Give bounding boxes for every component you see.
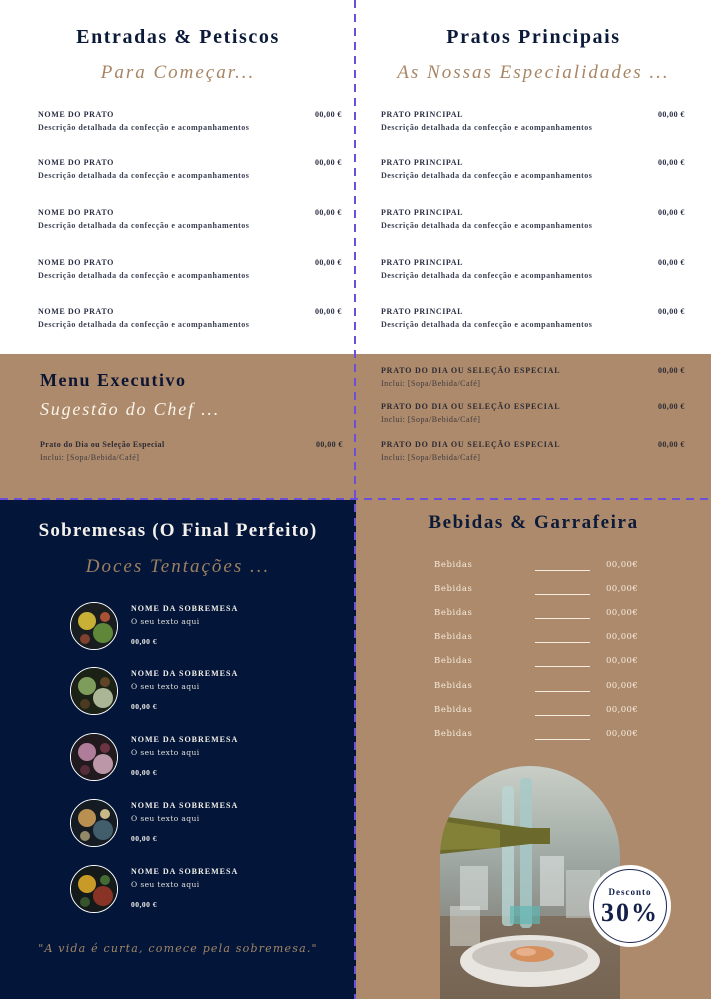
- drink-name: Bebidas: [434, 608, 473, 619]
- principais-item: [356, 258, 711, 282]
- principais-item-description: Descrição detalhada da confecção e acompanhamentos: [381, 271, 593, 280]
- principais-item-price: 00,00 €: [658, 208, 685, 217]
- dessert-item: [70, 865, 330, 915]
- entradas-item-price: 00,00 €: [315, 208, 342, 217]
- executivo-special-name: PRATO DO DIA OU SELEÇÃO ESPECIAL: [381, 402, 561, 411]
- drink-price: 00,00€: [606, 608, 639, 619]
- executivo-special-name: PRATO DO DIA OU SELEÇÃO ESPECIAL: [381, 366, 561, 375]
- drink-item: [434, 560, 664, 576]
- executivo-special-price: 00,00 €: [658, 402, 685, 411]
- drink-name: Bebidas: [434, 656, 473, 667]
- dessert-name: NOME DA SOBREMESA: [131, 735, 239, 744]
- drink-item: [434, 632, 664, 648]
- entradas-item: [0, 110, 356, 134]
- drink-price: 00,00€: [606, 656, 639, 667]
- discount-badge-value: 30%: [601, 898, 659, 927]
- dessert-item: [70, 733, 330, 783]
- dessert-item: [70, 667, 330, 717]
- tartlets-photo-art: [71, 800, 118, 847]
- drink-leader-line: [535, 594, 590, 595]
- principais-item-name: PRATO PRINCIPAL: [381, 258, 464, 267]
- drink-leader-line: [535, 715, 590, 716]
- salad-bowls-photo: [70, 602, 118, 650]
- drink-item: [434, 729, 664, 745]
- dessert-name: NOME DA SOBREMESA: [131, 867, 239, 876]
- drink-item: [434, 705, 664, 721]
- dessert-text: O seu texto aqui: [131, 814, 200, 823]
- entradas-item-name: NOME DO PRATO: [38, 258, 114, 267]
- executivo-special-price: 00,00 €: [658, 366, 685, 375]
- dessert-price: 00,00 €: [131, 768, 157, 777]
- dessert-price: 00,00 €: [131, 834, 157, 843]
- entradas-item-description: Descrição detalhada da confecção e acompanhamentos: [38, 171, 250, 180]
- entradas-section: [0, 0, 356, 354]
- drink-name: Bebidas: [434, 560, 473, 570]
- berry-mousse-photo: [70, 733, 118, 781]
- dessert-text: O seu texto aqui: [131, 748, 200, 757]
- drink-leader-line: [535, 691, 590, 692]
- dessert-text: O seu texto aqui: [131, 617, 200, 626]
- drink-price: 00,00€: [606, 680, 639, 691]
- drink-price: 00,00€: [606, 704, 639, 715]
- citrus-drink-photo-art: [71, 866, 118, 913]
- discount-badge: [589, 865, 671, 947]
- entradas-item-name: NOME DO PRATO: [38, 110, 114, 119]
- principais-section: [356, 0, 711, 354]
- executivo-special-includes: Inclui: [Sopa/Bebida/Café]: [381, 453, 481, 462]
- drink-price: 00,00€: [606, 728, 639, 739]
- dessert-text: O seu texto aqui: [131, 682, 200, 691]
- green-dessert-jars-photo-art: [71, 668, 118, 715]
- entradas-item-description: Descrição detalhada da confecção e acompanhamentos: [38, 123, 250, 132]
- entradas-item: [0, 307, 356, 331]
- horizontal-divider: [0, 498, 711, 500]
- dessert-item: [70, 602, 330, 652]
- bebidas-section: [356, 500, 711, 999]
- entradas-item: [0, 158, 356, 182]
- dessert-name: NOME DA SOBREMESA: [131, 801, 239, 810]
- drink-price: 00,00€: [606, 632, 639, 643]
- entradas-item: [0, 258, 356, 282]
- citrus-drink-photo: [70, 865, 118, 913]
- drink-name: Bebidas: [434, 632, 473, 643]
- dessert-name: NOME DA SOBREMESA: [131, 669, 239, 678]
- entradas-item-name: NOME DO PRATO: [38, 307, 114, 316]
- principais-item-price: 00,00 €: [658, 158, 685, 167]
- principais-item: [356, 158, 711, 182]
- dessert-price: 00,00 €: [131, 702, 157, 711]
- executivo-special-includes: Inclui: [Sopa/Bebida/Café]: [381, 379, 481, 388]
- berry-mousse-photo-art: [71, 734, 118, 781]
- executivo-special-item: [356, 440, 711, 470]
- executivo-special-item: [356, 366, 711, 396]
- executivo-item-includes: Inclui: [Sopa/Bebida/Café]: [40, 453, 140, 462]
- entradas-item-price: 00,00 €: [315, 307, 342, 316]
- principais-item-description: Descrição detalhada da confecção e acompanhamentos: [381, 123, 593, 132]
- sobremesas-subtitle: Doces Tentações ...: [85, 556, 271, 577]
- entradas-item-price: 00,00 €: [315, 158, 342, 167]
- drink-leader-line: [535, 642, 590, 643]
- green-dessert-jars-photo: [70, 667, 118, 715]
- wine-table-photo-art: [440, 766, 620, 999]
- bebidas-title: Bebidas & Garrafeira: [428, 512, 639, 533]
- executivo-special-name: PRATO DO DIA OU SELEÇÃO ESPECIAL: [381, 440, 561, 449]
- drink-leader-line: [535, 666, 590, 667]
- drink-leader-line: [535, 618, 590, 619]
- drink-name: Bebidas: [434, 584, 473, 595]
- dessert-name: NOME DA SOBREMESA: [131, 604, 239, 613]
- entradas-item-price: 00,00 €: [315, 258, 342, 267]
- executivo-item-name: Prato do Dia ou Seleção Especial: [40, 440, 165, 449]
- drink-name: Bebidas: [434, 704, 473, 715]
- principais-item-price: 00,00 €: [658, 110, 685, 119]
- principais-item-price: 00,00 €: [658, 307, 685, 316]
- executivo-specials-section: [356, 354, 711, 500]
- drink-leader-line: [535, 739, 590, 740]
- dessert-price: 00,00 €: [131, 900, 157, 909]
- principais-item-description: Descrição detalhada da confecção e acompanhamentos: [381, 320, 593, 329]
- entradas-title: Entradas & Petiscos: [76, 26, 280, 48]
- entradas-item-price: 00,00 €: [315, 110, 342, 119]
- principais-item-description: Descrição detalhada da confecção e acompanhamentos: [381, 171, 593, 180]
- sobremesas-section: [0, 500, 356, 999]
- dessert-price: 00,00 €: [131, 637, 157, 646]
- principais-title: Pratos Principais: [446, 26, 621, 48]
- executivo-special-price: 00,00 €: [658, 440, 685, 449]
- principais-item: [356, 307, 711, 331]
- executivo-section: [0, 354, 356, 500]
- entradas-item-name: NOME DO PRATO: [38, 158, 114, 167]
- entradas-item-name: NOME DO PRATO: [38, 208, 114, 217]
- drink-name: Bebidas: [434, 680, 473, 691]
- entradas-item-description: Descrição detalhada da confecção e acompanhamentos: [38, 221, 250, 230]
- principais-item-name: PRATO PRINCIPAL: [381, 158, 464, 167]
- executivo-special-includes: Inclui: [Sopa/Bebida/Café]: [381, 415, 481, 424]
- dessert-text: O seu texto aqui: [131, 880, 200, 889]
- entradas-item-description: Descrição detalhada da confecção e acompanhamentos: [38, 320, 250, 329]
- executivo-special-item: [356, 402, 711, 432]
- executivo-subtitle: Sugestão do Chef ...: [40, 399, 220, 419]
- salad-bowls-photo-art: [71, 603, 118, 650]
- discount-badge-label: Desconto: [608, 887, 652, 897]
- sobremesas-quote: "A vida é curta, comece pela sobremesa.": [38, 942, 318, 955]
- drink-item: [434, 608, 664, 624]
- wine-table-photo: [440, 766, 620, 999]
- sobremesas-title: Sobremesas (O Final Perfeito): [38, 520, 318, 541]
- tartlets-photo: [70, 799, 118, 847]
- principais-item-name: PRATO PRINCIPAL: [381, 307, 464, 316]
- entradas-item-description: Descrição detalhada da confecção e acompanhamentos: [38, 271, 250, 280]
- dessert-item: [70, 799, 330, 849]
- drink-leader-line: [535, 570, 590, 571]
- entradas-subtitle: Para Começar...: [100, 62, 256, 83]
- principais-item-price: 00,00 €: [658, 258, 685, 267]
- executivo-title: Menu Executivo: [40, 370, 187, 390]
- principais-subtitle: As Nossas Especialidades ...: [397, 62, 670, 83]
- entradas-item: [0, 208, 356, 232]
- drink-price: 00,00€: [606, 584, 639, 595]
- drink-name: Bebidas: [434, 728, 473, 739]
- drink-item: [434, 584, 664, 600]
- drink-item: [434, 656, 664, 672]
- drink-item: [434, 681, 664, 697]
- executivo-item-price: 00,00 €: [316, 440, 343, 449]
- principais-item: [356, 110, 711, 134]
- principais-item-description: Descrição detalhada da confecção e acompanhamentos: [381, 221, 593, 230]
- drink-price: 00,00€: [606, 560, 639, 570]
- principais-item-name: PRATO PRINCIPAL: [381, 208, 464, 217]
- principais-item-name: PRATO PRINCIPAL: [381, 110, 464, 119]
- principais-item: [356, 208, 711, 232]
